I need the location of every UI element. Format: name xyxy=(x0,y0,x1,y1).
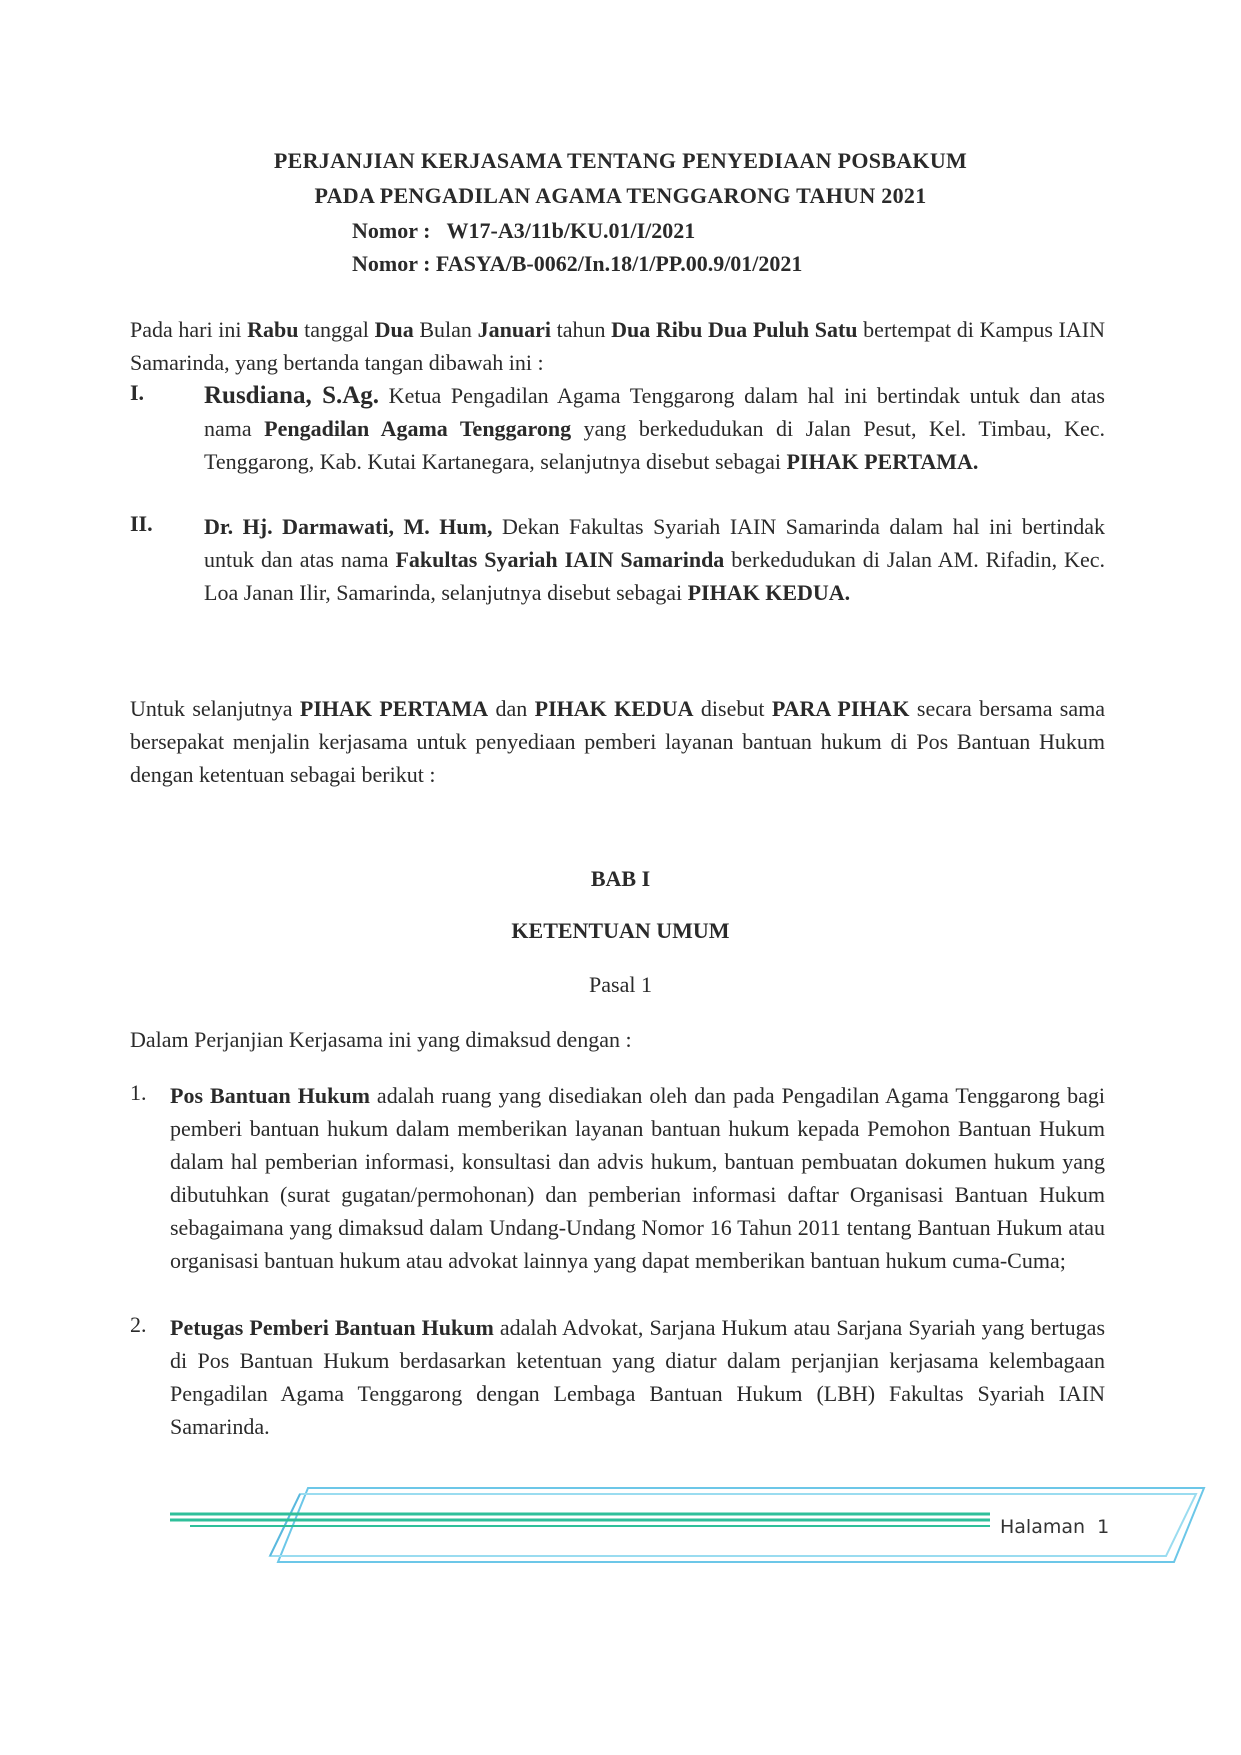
party2-marker: II. xyxy=(130,511,153,536)
party1-marker: I. xyxy=(130,380,145,405)
party1-paragraph: Rusdiana, S.Ag. Ketua Pengadilan Agama Tenggarong dalam hal ini bertindak untuk dan atas nama Pengadilan Agama Tenggarong yang berkedudukan di Jalan Pesut, Kel. Timbau, Kec. Tenggarong, Kab. Kutai Kartanegara, selanjutnya disebut sebagai PIHAK PERTAMA. xyxy=(204,382,1105,474)
chapter-number: BAB I xyxy=(590,866,651,891)
agreement-title-line1: PERJANJIAN KERJASAMA TENTANG PENYEDIAAN POSBAKUM xyxy=(273,148,968,173)
intro-paragraph: Pada hari ini Rabu tanggal Dua Bulan Januari tahun Dua Ribu Dua Puluh Satu bertempat di Kampus IAIN Samarinda, yang bertanda tangan dibawah ini : xyxy=(130,317,1105,375)
nomor-label: Nomor : xyxy=(352,218,431,243)
definition-1-marker: 1. xyxy=(130,1080,147,1105)
definition-1-term: Pos Bantuan Hukum xyxy=(170,1083,370,1108)
definition-2-term: Petugas Pemberi Bantuan Hukum xyxy=(170,1315,494,1340)
party2-paragraph: Dr. Hj. Darmawati, M. Hum, Dekan Fakultas Syariah IAIN Samarinda dalam hal ini bertindak untuk dan atas nama Fakultas Syariah IAIN Samarinda berkedudukan di Jalan AM. Rifadin, Kec. Loa Janan Ilir, Samarinda, selanjutnya disebut sebagai PIHAK KEDUA. xyxy=(204,514,1105,605)
definition-2: Petugas Pemberi Bantuan Hukum adalah Advokat, Sarjana Hukum atau Sarjana Syariah yang bertugas di Pos Bantuan Hukum berdasarkan ketentuan yang diatur dalam perjanjian kerjasama kelembagaan Pengadilan Agama Tenggarong dengan Lembaga Bantuan Hukum (LBH) Fakultas Syariah IAIN Samarinda. xyxy=(170,1315,1105,1439)
document-number-2: Nomor : FASYA/B-0062/In.18/1/PP.00.9/01/2021 xyxy=(352,251,803,276)
article-lead: Dalam Perjanjian Kerjasama ini yang dimaksud dengan : xyxy=(130,1027,632,1052)
definition-2-marker: 2. xyxy=(130,1312,147,1337)
party1-name: Rusdiana, S.Ag. xyxy=(204,382,380,409)
page-label: Halaman xyxy=(1000,1516,1086,1538)
summary-paragraph: Untuk selanjutnya PIHAK PERTAMA dan PIHAK KEDUA disebut PARA PIHAK secara bersama sama bersepakat menjalin kerjasama untuk penyediaan pemberi layanan bantuan hukum di Pos Bantuan Hukum dengan ketentuan sebagai berikut : xyxy=(130,696,1106,787)
page-number-value: 1 xyxy=(1097,1516,1110,1538)
agreement-title-line2: PADA PENGADILAN AGAMA TENGGARONG TAHUN 2021 xyxy=(314,183,927,208)
party2-name: Dr. Hj. Darmawati, M. Hum, xyxy=(204,514,493,539)
definition-1: Pos Bantuan Hukum adalah ruang yang disediakan oleh dan pada Pengadilan Agama Tenggarong bagi pemberi bantuan hukum dalam memberikan layanan bantuan hukum kepada Pemohon Bantuan Hukum dalam hal pemberian informasi, konsultasi dan advis hukum, bantuan pembuatan dokumen hukum yang dibutuhkan (surat gugatan/permohonan) dan pemberian informasi daftar Organisasi Bantuan Hukum sebagaimana yang dimaksud dalam Undang-Undang Nomor 16 Tahun 2011 tentang Bantuan Hukum atau organisasi bantuan hukum atau advokat lainnya yang dapat memberikan bantuan hukum cuma-Cuma; xyxy=(170,1083,1105,1273)
chapter-title: KETENTUAN UMUM xyxy=(511,918,730,943)
nomor-value: W17-A3/11b/KU.01/I/2021 xyxy=(446,218,696,243)
article-number: Pasal 1 xyxy=(589,972,652,997)
document-number-1 xyxy=(352,218,695,244)
page-number xyxy=(1000,1516,1109,1538)
